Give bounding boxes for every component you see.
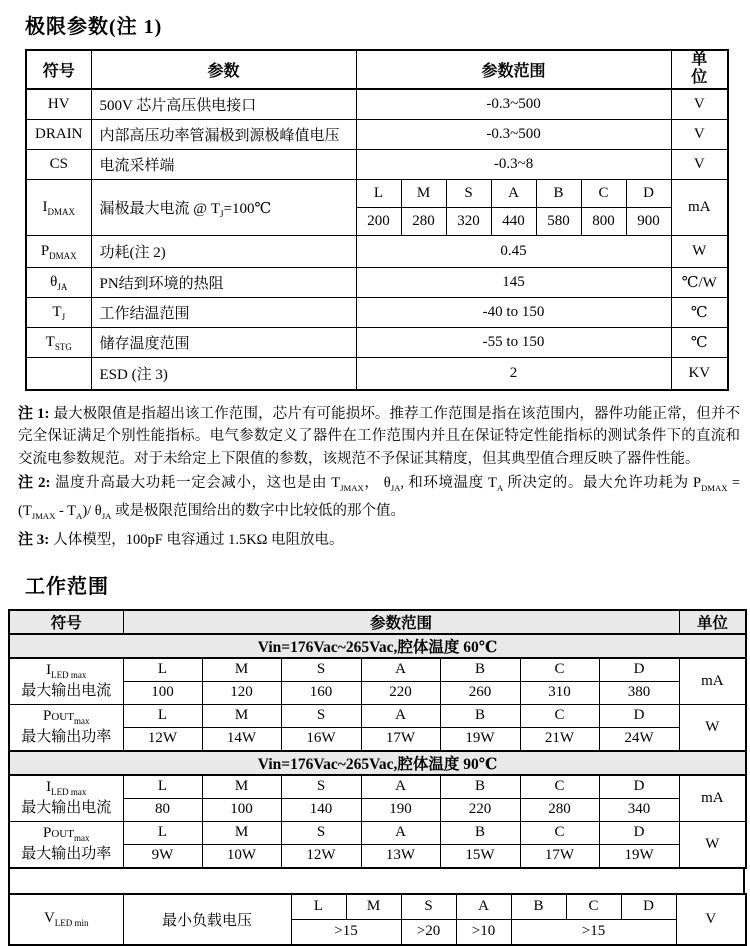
symbol-cell-empty <box>26 358 91 390</box>
table-row-tstg <box>26 328 728 358</box>
parameter-cell: 内部高压功率管漏极到源极峰值电压 <box>91 120 356 150</box>
note-1-text: 最大极限值是指超出该工作范围，芯片有可能损坏。推荐工作范围是指在该范围内，器件功能正常，但并不完全保证满足个别性能指标。电气参数定义了器件在工作范围内并且在保证特定性能指标的测试条件下的直流和交流电参数规范。对于未给定上下限值的参数，该规范不予保证其精度，但其典型值合理反映了器件性能。 <box>18 405 741 467</box>
grade-cell: D <box>599 821 679 844</box>
grade-cell: D <box>626 180 671 208</box>
grade-cell: S <box>281 821 361 844</box>
limit-parameters-table <box>25 49 729 391</box>
grade-cell: M <box>401 180 446 208</box>
value-cell: 100 <box>123 681 202 704</box>
datasheet-page <box>0 10 750 946</box>
value-cell: >10 <box>456 919 511 945</box>
range-cell: -55 to 150 <box>356 328 671 358</box>
col-header-unit: 单位 <box>679 610 746 634</box>
value-cell: 80 <box>123 798 202 821</box>
vled-min-table <box>8 893 747 946</box>
grade-cell: B <box>440 821 520 844</box>
grade-cell: B <box>511 894 566 920</box>
value-cell: 280 <box>401 208 446 236</box>
unit-cell: mA <box>679 775 746 822</box>
grade-cell: D <box>599 775 679 799</box>
unit-cell: mA <box>679 658 746 705</box>
grade-cell: A <box>361 658 440 682</box>
condition-banner-text: Vin=176Vac~265Vac,腔体温度 60℃ <box>9 634 746 658</box>
table-row-idmax-grades <box>26 180 728 208</box>
unit-cell: V <box>671 150 728 180</box>
symbol-cell: CS <box>26 150 91 180</box>
symbol-cell-pout <box>9 704 123 751</box>
symbol: $POUT_{max}$ <box>43 824 90 843</box>
grade-cell: L <box>291 894 346 920</box>
value-cell: 440 <box>491 208 536 236</box>
symbol: $I_{LED max}$ <box>46 778 87 797</box>
empty-row-spacer <box>8 869 745 893</box>
grade-cell: S <box>401 894 456 920</box>
iled-grades-row-90 <box>9 775 746 799</box>
note-3-label: 注 3: <box>18 532 50 549</box>
grade-cell: C <box>520 775 599 799</box>
value-cell: 120 <box>202 681 281 704</box>
note-2 <box>18 472 740 527</box>
note-3-text: 人体模型，100pF 电容通过 1.5KΩ 电阻放电。 <box>53 532 344 549</box>
parameter-cell: 漏极最大电流 @ $T_J=100℃$ <box>91 180 356 236</box>
grade-cell: S <box>281 775 361 799</box>
symbol-label: 最大输出功率 <box>21 846 112 863</box>
grade-cell: L <box>123 775 202 799</box>
grade-cell: L <box>123 821 202 844</box>
grade-cell: B <box>536 180 581 208</box>
value-cell: 13W <box>361 844 440 868</box>
value-cell: 16W <box>281 727 361 751</box>
value-cell: 900 <box>626 208 671 236</box>
col-header-symbol: 符号 <box>26 50 91 89</box>
symbol-cell-theta-ja: $\theta_{JA}$ <box>26 268 91 298</box>
grade-cell: M <box>202 775 281 799</box>
grade-cell: S <box>281 658 361 682</box>
parameter-cell: ESD (注 3) <box>91 358 356 390</box>
value-cell: 380 <box>599 681 679 704</box>
symbol-cell-vled: $V_{LED min}$ <box>9 894 123 945</box>
grade-cell: C <box>520 658 599 682</box>
pout-grades-row-90 <box>9 821 746 844</box>
operating-range-table <box>8 609 747 869</box>
condition-banner-60c <box>9 634 746 658</box>
grade-cell: B <box>440 658 520 682</box>
grade-cell: C <box>581 180 626 208</box>
table-row-drain <box>26 120 728 150</box>
parameter-cell: 最小负载电压 <box>123 894 291 945</box>
col-header-parameter: 参数 <box>91 50 356 89</box>
symbol-cell-pout <box>9 821 123 868</box>
range-cell: -0.3~8 <box>356 150 671 180</box>
table-row-pdmax <box>26 236 728 268</box>
value-cell: 800 <box>581 208 626 236</box>
symbol-cell-iled <box>9 658 123 705</box>
col-header-range: 参数范围 <box>123 610 679 634</box>
value-cell: 14W <box>202 727 281 751</box>
value-cell: 100 <box>202 798 281 821</box>
iled-grades-row-60 <box>9 658 746 682</box>
value-cell: 24W <box>599 727 679 751</box>
grade-cell: A <box>361 821 440 844</box>
op-table-header-row <box>9 610 746 634</box>
section-title-operating: 工作范围 <box>25 575 109 598</box>
unit-cell: V <box>671 120 728 150</box>
value-cell: 220 <box>440 798 520 821</box>
note-2-text: 温度升高最大功耗一定会减小，这也是由 $T_{JMAX}$， $\theta_{JA}$, 和环境温度 $T_A$ 所决定的。最大允许功耗为 $P_{DMAX} = (T_{JMAX} - T_A)/$ $\theta_{JA}$ 或是极限范围给出的数字中比较低的那个值。 <box>18 475 740 521</box>
unit-header-stacked: 单位 <box>691 51 708 87</box>
range-cell: 0.45 <box>356 236 671 268</box>
grade-cell: S <box>446 180 491 208</box>
grade-cell: M <box>202 704 281 727</box>
pout-grades-row-60 <box>9 704 746 727</box>
value-cell: 17W <box>520 844 599 868</box>
grade-cell: D <box>621 894 676 920</box>
value-cell: >15 <box>511 919 676 945</box>
value-cell: 160 <box>281 681 361 704</box>
grade-cell: L <box>123 704 202 727</box>
grade-cell: A <box>456 894 511 920</box>
parameter-cell: 工作结温范围 <box>91 298 356 328</box>
grade-cell: B <box>440 775 520 799</box>
vled-grades-row <box>9 894 746 920</box>
col-header-range: 参数范围 <box>356 50 671 89</box>
value-cell: 21W <box>520 727 599 751</box>
section-title-limits: 极限参数(注 1) <box>25 16 163 38</box>
grade-cell: S <box>281 704 361 727</box>
value-cell: 19W <box>599 844 679 868</box>
value-cell: 12W <box>123 727 202 751</box>
grade-cell: B <box>440 704 520 727</box>
unit-cell: ℃ <box>671 298 728 328</box>
value-cell: 320 <box>446 208 491 236</box>
value-cell: 15W <box>440 844 520 868</box>
unit-cell: ℃/W <box>671 268 728 298</box>
symbol: $I_{LED max}$ <box>46 661 87 680</box>
grade-cell: L <box>356 180 401 208</box>
value-cell: 140 <box>281 798 361 821</box>
value-cell: 190 <box>361 798 440 821</box>
note-1-label: 注 1: <box>18 405 50 422</box>
grade-cell: A <box>361 704 440 727</box>
value-cell: 310 <box>520 681 599 704</box>
value-cell: 260 <box>440 681 520 704</box>
note-1 <box>18 403 740 471</box>
value-cell: 9W <box>123 844 202 868</box>
table-row-cs <box>26 150 728 180</box>
value-cell: 280 <box>520 798 599 821</box>
range-cell: 2 <box>356 358 671 390</box>
value-cell: >20 <box>401 919 456 945</box>
grade-cell: D <box>599 658 679 682</box>
table-row-esd <box>26 358 728 390</box>
notes-block <box>18 403 740 552</box>
grade-cell: M <box>346 894 401 920</box>
range-cell: -0.3~500 <box>356 120 671 150</box>
table-row-tj <box>26 298 728 328</box>
value-cell: 340 <box>599 798 679 821</box>
value-cell: 19W <box>440 727 520 751</box>
range-cell: -40 to 150 <box>356 298 671 328</box>
symbol-cell-tj: $T_J$ <box>26 298 91 328</box>
unit-cell: W <box>679 821 746 868</box>
unit-cell: ℃ <box>671 328 728 358</box>
parameter-cell: 500V 芯片高压供电接口 <box>91 89 356 120</box>
grade-cell: L <box>123 658 202 682</box>
grade-cell: A <box>361 775 440 799</box>
value-cell: 220 <box>361 681 440 704</box>
range-cell: -0.3~500 <box>356 89 671 120</box>
symbol-label: 最大输出功率 <box>21 729 112 746</box>
condition-banner-90c <box>9 751 746 775</box>
unit-cell: V <box>671 89 728 120</box>
parameter-cell: 功耗(注 2) <box>91 236 356 268</box>
grade-cell: D <box>599 704 679 727</box>
symbol-cell-pdmax: $P_{DMAX}$ <box>26 236 91 268</box>
value-cell: 580 <box>536 208 581 236</box>
unit-cell: mA <box>671 180 728 236</box>
condition-banner-text: Vin=176Vac~265Vac,腔体温度 90℃ <box>9 751 746 775</box>
symbol-cell-tstg: $T_{STG}$ <box>26 328 91 358</box>
unit-cell: W <box>679 704 746 751</box>
grade-cell: C <box>566 894 621 920</box>
symbol-cell-iled <box>9 775 123 822</box>
symbol-cell: DRAIN <box>26 120 91 150</box>
value-cell: 10W <box>202 844 281 868</box>
value-cell: >15 <box>291 919 401 945</box>
parameter-cell: 电流采样端 <box>91 150 356 180</box>
value-cell: 12W <box>281 844 361 868</box>
grade-cell: C <box>520 704 599 727</box>
symbol-label: 最大输出电流 <box>21 683 112 700</box>
table-row-hv <box>26 89 728 120</box>
col-header-symbol: 符号 <box>9 610 123 634</box>
symbol-label: 最大输出电流 <box>21 800 112 817</box>
grade-cell: M <box>202 821 281 844</box>
parameter-cell: 储存温度范围 <box>91 328 356 358</box>
limit-table-header-row <box>26 50 728 89</box>
parameter-cell: PN结到环境的热阻 <box>91 268 356 298</box>
grade-cell: C <box>520 821 599 844</box>
value-cell: 17W <box>361 727 440 751</box>
unit-cell: V <box>676 894 746 945</box>
grade-cell: M <box>202 658 281 682</box>
note-2-label: 注 2: <box>18 475 51 492</box>
grade-cell: A <box>491 180 536 208</box>
value-cell: 200 <box>356 208 401 236</box>
range-cell: 145 <box>356 268 671 298</box>
symbol: $POUT_{max}$ <box>43 707 90 726</box>
symbol-cell: HV <box>26 89 91 120</box>
unit-cell: KV <box>671 358 728 390</box>
symbol-cell-idmax: $I_{DMAX}$ <box>26 180 91 236</box>
table-row-theta-ja <box>26 268 728 298</box>
col-header-unit <box>671 50 728 89</box>
note-3 <box>18 529 740 552</box>
unit-cell: W <box>671 236 728 268</box>
